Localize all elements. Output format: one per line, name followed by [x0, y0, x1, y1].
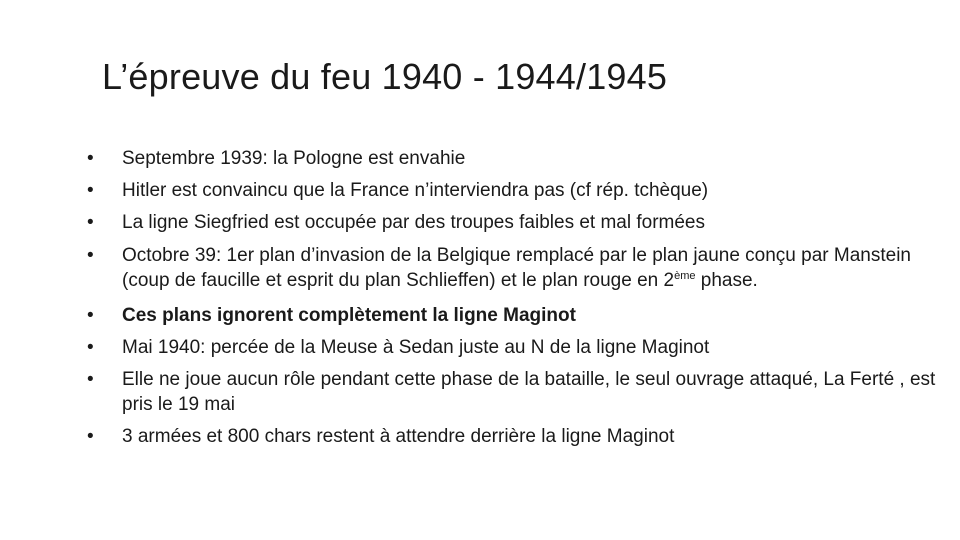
bullet-text: 3 armées et 800 chars restent à attendre derrière la ligne Maginot [122, 426, 675, 448]
bullet-text: Septembre 1939: la Pologne est envahie [122, 148, 466, 169]
bullet-text: Octobre 39: 1er plan d’invasion de la Belgique remplacé par le plan jaune conçu par Manstein (coup de faucille et esprit du plan Schlieffen) et le plan rouge en 2 [122, 244, 911, 291]
bullet-list [86, 146, 960, 457]
bullet-item-emphasis [86, 303, 960, 328]
bullet-item [86, 210, 960, 235]
slide-title: L’épreuve du feu 1940 - 1944/1945 [102, 56, 668, 97]
bullet-item [86, 335, 960, 360]
bullet-item [86, 178, 960, 203]
bullet-dot-icon: • [87, 180, 94, 202]
bullet-text: La ligne Siegfried est occupée par des troupes faibles et mal formées [122, 212, 705, 234]
bullet-text: Mai 1940: percée de la Meuse à Sedan juste au N de la ligne Maginot [122, 336, 710, 358]
bullet-item [86, 243, 960, 296]
bullet-text: Hitler est convaincu que la France n’interviendra pas (cf rép. tchèque) [122, 180, 709, 202]
bullet-text-tail: phase. [695, 269, 758, 291]
bullet-item [86, 424, 960, 449]
bullet-dot-icon: • [87, 244, 94, 266]
bullet-dot-icon: • [87, 212, 94, 234]
bullet-item [86, 367, 960, 417]
bullet-item [86, 146, 960, 171]
bullet-dot-icon: • [87, 336, 94, 358]
bullet-dot-icon: • [87, 369, 94, 391]
bullet-dot-icon: • [87, 304, 94, 326]
bullet-dot-icon: • [87, 426, 94, 448]
bullet-text: Elle ne joue aucun rôle pendant cette phase de la bataille, le seul ouvrage attaqué, La Ferté , est pris le 19 mai [122, 369, 936, 416]
bullet-dot-icon: • [87, 148, 94, 169]
bullet-text: Ces plans ignorent complètement la ligne Maginot [122, 304, 576, 326]
ordinal-superscript: ème [674, 269, 696, 282]
